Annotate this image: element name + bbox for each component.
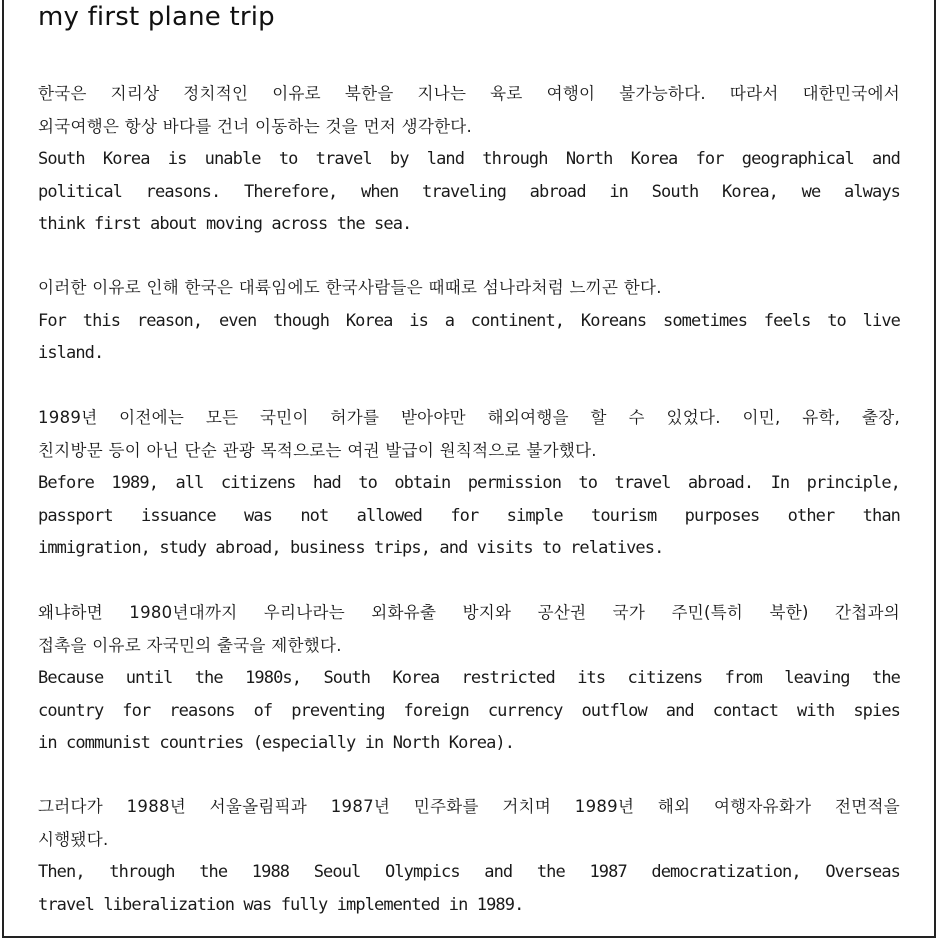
paragraph-3 (38, 402, 900, 565)
english-line: South Korea is unable to travel by land through North Korea for geographical and (38, 149, 900, 169)
korean-line: 한국은 지리상 정치적인 이유로 북한을 지나는 육로 여행이 불가능하다. 따라서 대한민국에서 (38, 84, 900, 103)
paragraph-2 (38, 272, 900, 370)
document-title: my first plane trip (38, 2, 275, 32)
korean-line: 접촉을 이유로 자국민의 출국을 제한했다. (38, 635, 342, 655)
document-page (2, 0, 936, 938)
english-line: Because until the 1980s, South Korea restricted its citizens from leaving the (38, 668, 900, 688)
english-line: travel liberalization was fully implemented in 1989. (38, 894, 524, 915)
korean-line: 친지방문 등이 아닌 단순 관광 목적으로는 여권 발급이 원칙적으로 불가했다. (38, 440, 597, 460)
korean-line: 왜냐하면 1980년대까지 우리나라는 외화유출 방지와 공산권 국가 주민(특히 북한) 간첩과의 (38, 603, 900, 622)
english-line: For this reason, even though Korea is a continent, Koreans sometimes feels to live (38, 310, 900, 331)
paragraph-1 (38, 78, 900, 241)
korean-line: 외국여행은 항상 바다를 건너 이동하는 것을 먼저 생각한다. (38, 116, 473, 136)
paragraph-4 (38, 597, 900, 760)
english-line: island. (38, 343, 104, 363)
english-line: passport issuance was not allowed for simple tourism purposes other than (38, 505, 900, 526)
english-line: Then, through the 1988 Seoul Olympics and the 1987 democratization, Overseas (38, 862, 900, 882)
korean-line: 이러한 이유로 인해 한국은 대륙임에도 한국사람들은 때때로 섬나라처럼 느끼곤 한다. (38, 278, 662, 297)
english-line: immigration, study abroad, business trips, and visits to relatives. (38, 538, 664, 558)
english-line: Before 1989, all citizens had to obtain permission to travel abroad. In principle, (38, 473, 900, 493)
english-line: political reasons. Therefore, when traveling abroad in South Korea, we always (38, 181, 900, 202)
korean-line: 그러다가 1988년 서울올림픽과 1987년 민주화를 거치며 1989년 해외 여행자유화가 전면적을 (38, 797, 900, 816)
korean-line: 시행됐다. (38, 829, 109, 849)
english-line: country for reasons of preventing foreign currency outflow and contact with spies (38, 700, 900, 721)
paragraph-5 (38, 791, 900, 921)
korean-line: 1989년 이전에는 모든 국민이 허가를 받아야만 해외여행을 할 수 있었다. 이민, 유학, 출장, (38, 408, 900, 427)
english-line: in communist countries (especially in North Korea). (38, 733, 515, 753)
english-line: think first about moving across the sea. (38, 214, 412, 234)
